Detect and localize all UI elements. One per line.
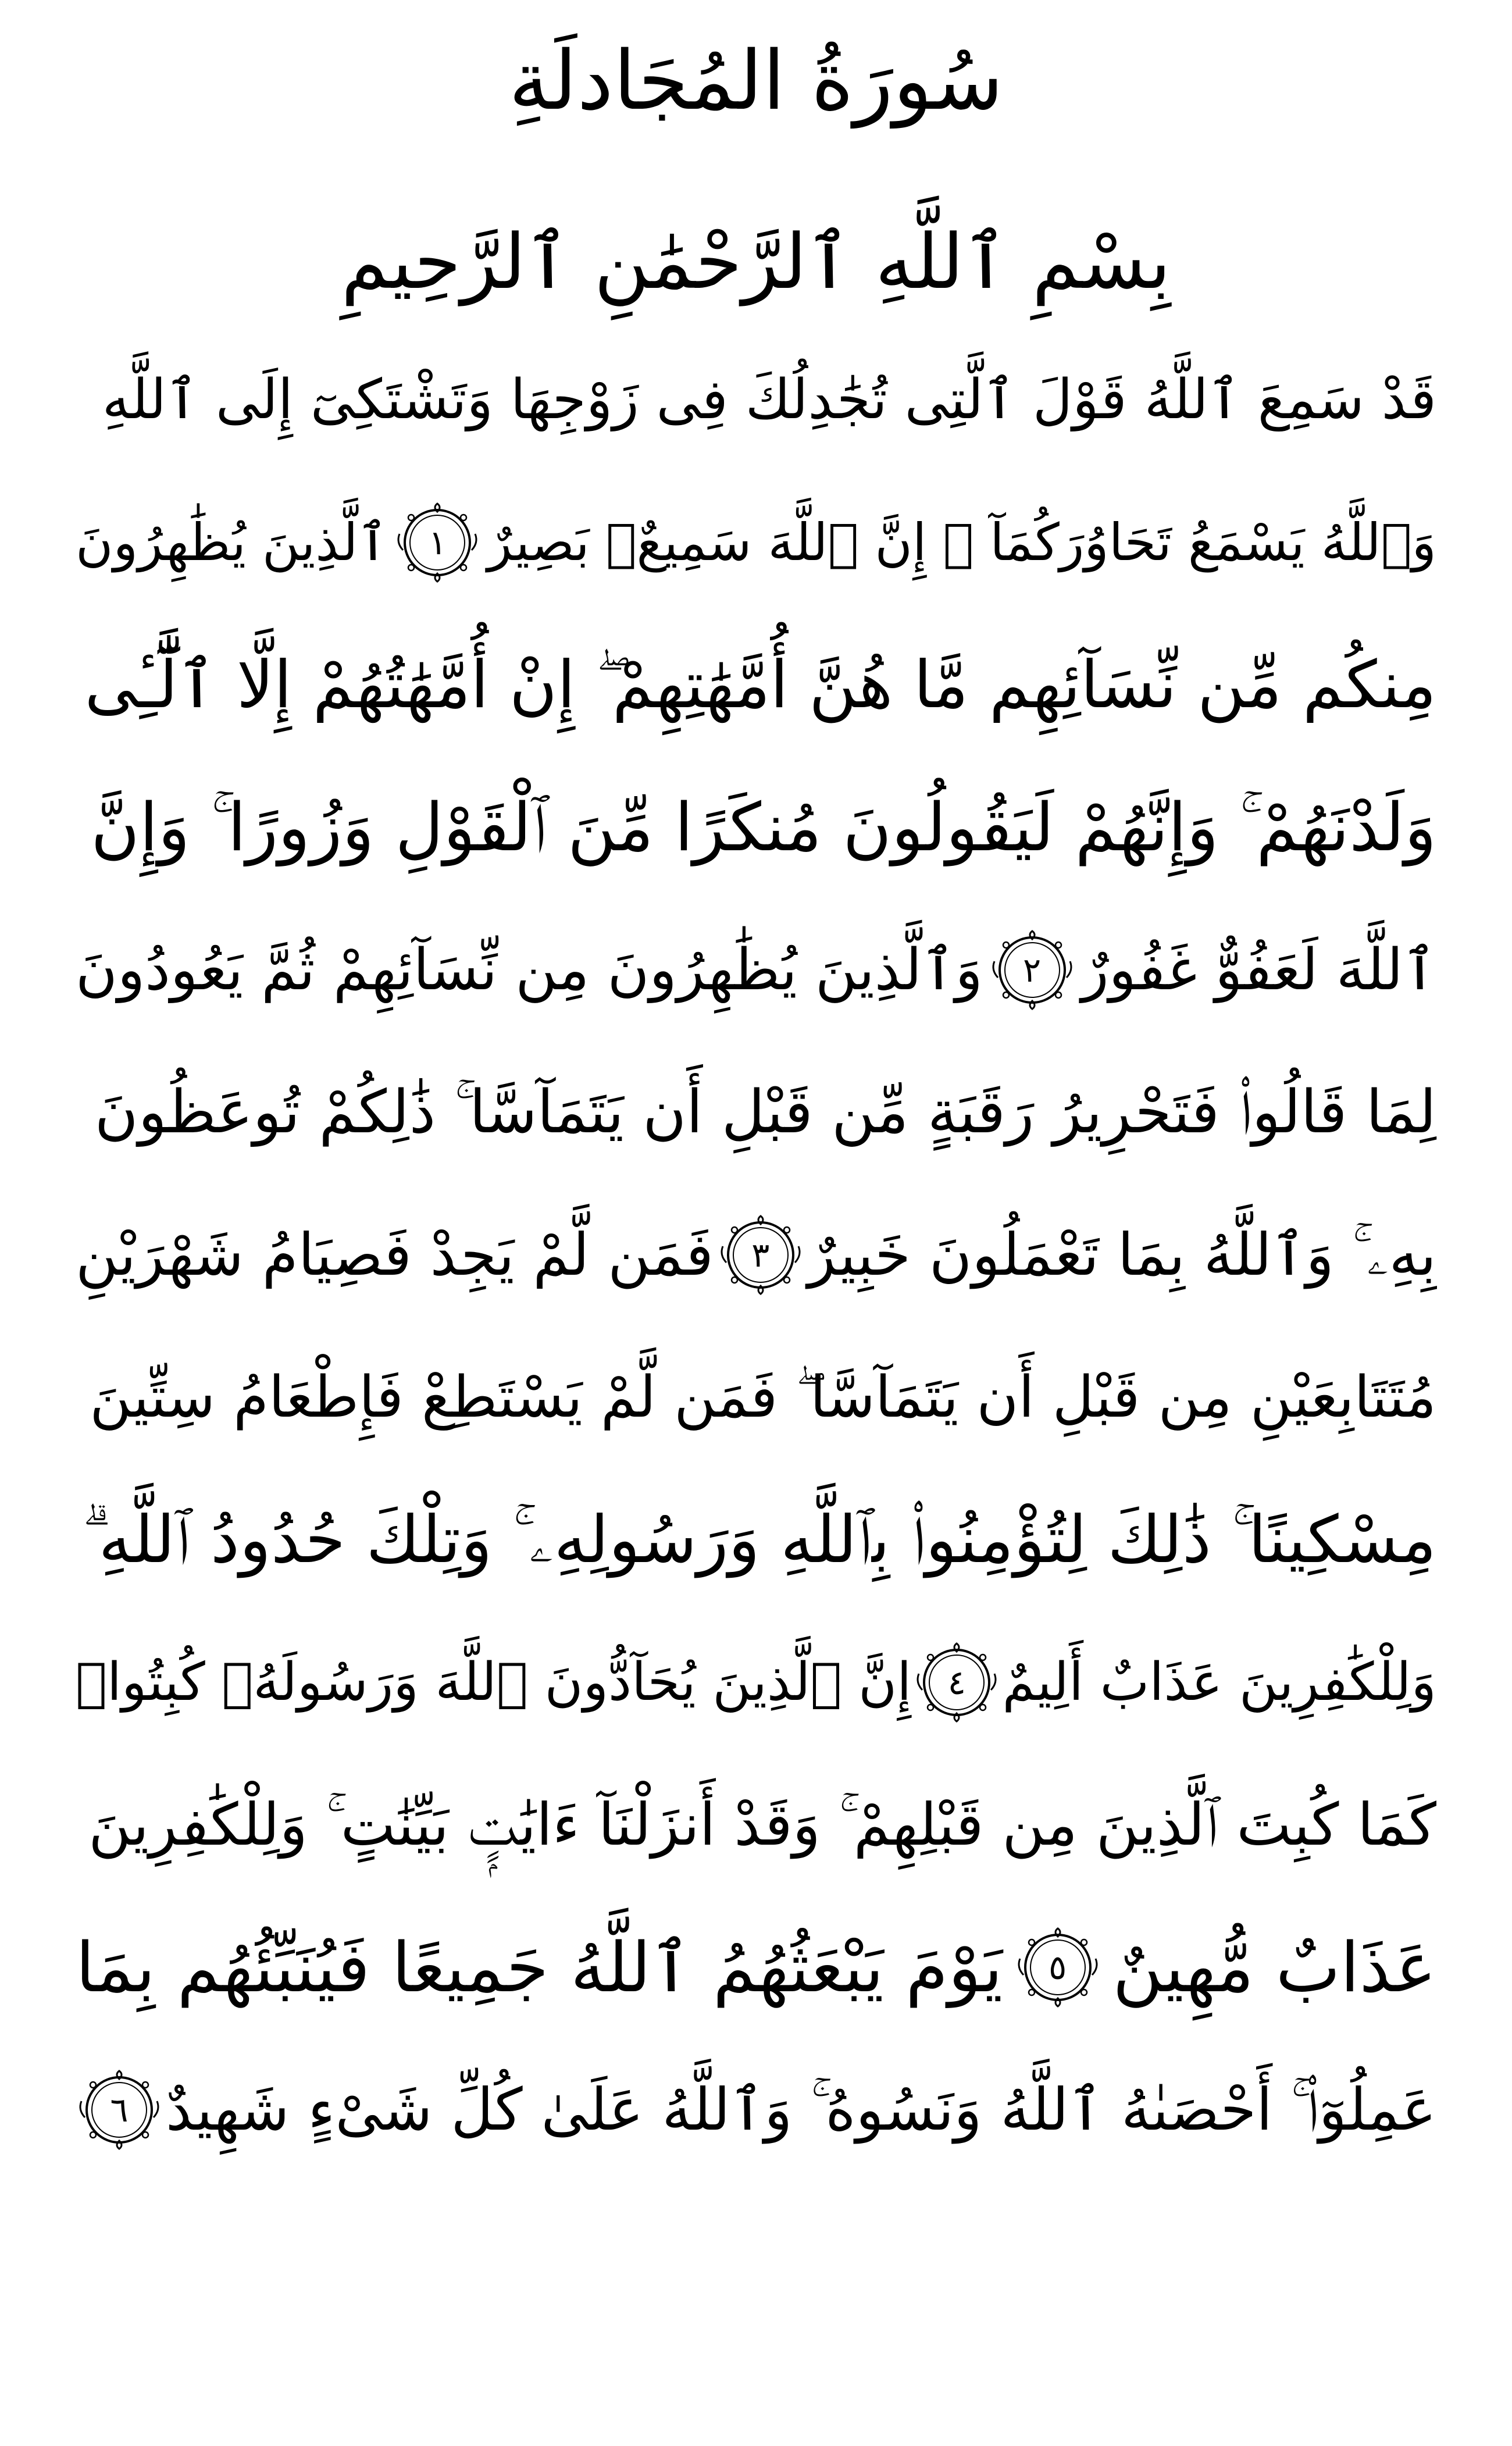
ayah-number: ٣	[751, 1235, 770, 1275]
verse-line	[76, 1468, 1436, 1611]
verse-text: فَمَن لَّمْ يَجِدْ فَصِيَامُ شَهْرَيْنِ	[76, 1220, 714, 1289]
verse-text: وَٱلَّذِينَ يُظَٰهِرُونَ مِن نِّسَآئِهِمْ ثُمَّ يَعُودُونَ	[76, 936, 983, 1003]
verse-line	[76, 329, 1436, 471]
verse-text: وَٱللَّهُ يَسْمَعُ تَحَاوُرَكُمَآ ۚ إِنَّ ٱللَّهَ سَمِيعٌۢ بَصِيرٌ	[487, 512, 1436, 572]
ayah-number-marker	[989, 926, 1076, 1014]
verse-line	[76, 1183, 1436, 1326]
verse-line	[76, 2038, 1436, 2181]
verse-text: قَدْ سَمِعَ ٱللَّهُ قَوْلَ ٱلَّتِى تُجَٰدِلُكَ فِى زَوْجِهَا وَتَشْتَكِىٓ إِلَى ٱللَّهِ	[102, 368, 1436, 432]
verse-line	[76, 471, 1436, 614]
verse-line	[76, 1753, 1436, 1896]
verse-lines	[76, 329, 1436, 2181]
verse-text: مِسْكِينًا ۚ ذَٰلِكَ لِتُؤْمِنُوا۟ بِٱللَّهِ وَرَسُولِهِۦ ۚ وَتِلْكَ حُدُودُ ٱللَّهِ ۗ	[82, 1502, 1436, 1578]
verse-text: مُتَتَابِعَيْنِ مِن قَبْلِ أَن يَتَمَآسَّا ۖ فَمَن لَّمْ يَسْتَطِعْ فَإِطْعَامُ سِتِّينَ	[90, 1364, 1436, 1431]
verse-text: وَلِلْكَٰفِرِينَ عَذَابٌ أَلِيمٌ	[1002, 1651, 1436, 1713]
surah-title: سُورَةُ المُجَادلَةِ	[508, 34, 1004, 129]
verse-text: وَلَدْنَهُمْ ۚ وَإِنَّهُمْ لَيَقُولُونَ مُنكَرًا مِّنَ ٱلْقَوْلِ وَزُورًا ۚ وَإِنَّ	[91, 788, 1436, 866]
verse-line	[76, 614, 1436, 756]
verse-line	[76, 1611, 1436, 1753]
verse-text: بِهِۦ ۚ وَٱللَّهُ بِمَا تَعْمَلُونَ خَبِيرٌ	[807, 1220, 1436, 1289]
verse-text: مِنكُم مِّن نِّسَآئِهِم مَّا هُنَّ أُمَّهَٰتِهِمْ ۖ إِنْ أُمَّهَٰتُهُمْ إِلَّا ٱلَّٰٓـِٔى	[84, 647, 1436, 723]
ayah-number-marker	[1014, 1924, 1101, 2011]
verse-line	[76, 898, 1436, 1041]
ayah-number: ٢	[1023, 950, 1042, 990]
verse-text: عَمِلُوٓا۟ ۚ أَحْصَىٰهُ ٱللَّهُ وَنَسُوهُ ۚ وَٱللَّهُ عَلَىٰ كُلِّ شَىْءٍ شَهِيدٌ	[166, 2075, 1436, 2144]
verse-line	[76, 1326, 1436, 1468]
ayah-number: ٥	[1049, 1947, 1067, 1987]
verse-text: ٱلَّذِينَ يُظَٰهِرُونَ	[76, 512, 388, 572]
ayah-number: ٦	[110, 2090, 129, 2130]
verse-text: إِنَّ ٱلَّذِينَ يُحَآدُّونَ ٱللَّهَ وَرَسُولَهُۥ كُبِتُوا۟	[76, 1651, 912, 1713]
verse-text: لِمَا قَالُوا۟ فَتَحْرِيرُ رَقَبَةٍ مِّن قَبْلِ أَن يَتَمَآسَّا ۚ ذَٰلِكُمْ تُوعَظُونَ	[94, 1077, 1436, 1147]
ayah-number-marker	[717, 1211, 804, 1299]
verse-text: يَوْمَ يَبْعَثُهُمُ ٱللَّهُ جَمِيعًا فَيُنَبِّئُهُم بِمَا	[76, 1927, 1003, 2008]
verse-line	[76, 1041, 1436, 1183]
verse-line	[76, 1896, 1436, 2038]
ayah-number-marker	[76, 2066, 163, 2153]
ayah-number: ١	[428, 522, 447, 562]
ayah-number-marker	[394, 499, 481, 586]
verse-text: ٱللَّهَ لَعَفُوٌّ غَفُورٌ	[1081, 936, 1436, 1003]
verse-text: كَمَا كُبِتَ ٱلَّذِينَ مِن قَبْلِهِمْ ۚ وَقَدْ أَنزَلْنَآ ءَايَٰتٍۭ بَيِّنَٰتٍ ۚ وَلِلْكَٰفِرِينَ	[88, 1790, 1436, 1859]
basmala: بِسْمِ ٱللَّهِ ٱلرَّحْمَٰنِ ٱلرَّحِيمِ	[341, 217, 1171, 306]
ayah-number-marker	[913, 1639, 1000, 1726]
verse-line	[76, 756, 1436, 898]
ayah-number: ٤	[947, 1662, 966, 1702]
verse-text: عَذَابٌ مُّهِينٌ	[1112, 1927, 1436, 2008]
